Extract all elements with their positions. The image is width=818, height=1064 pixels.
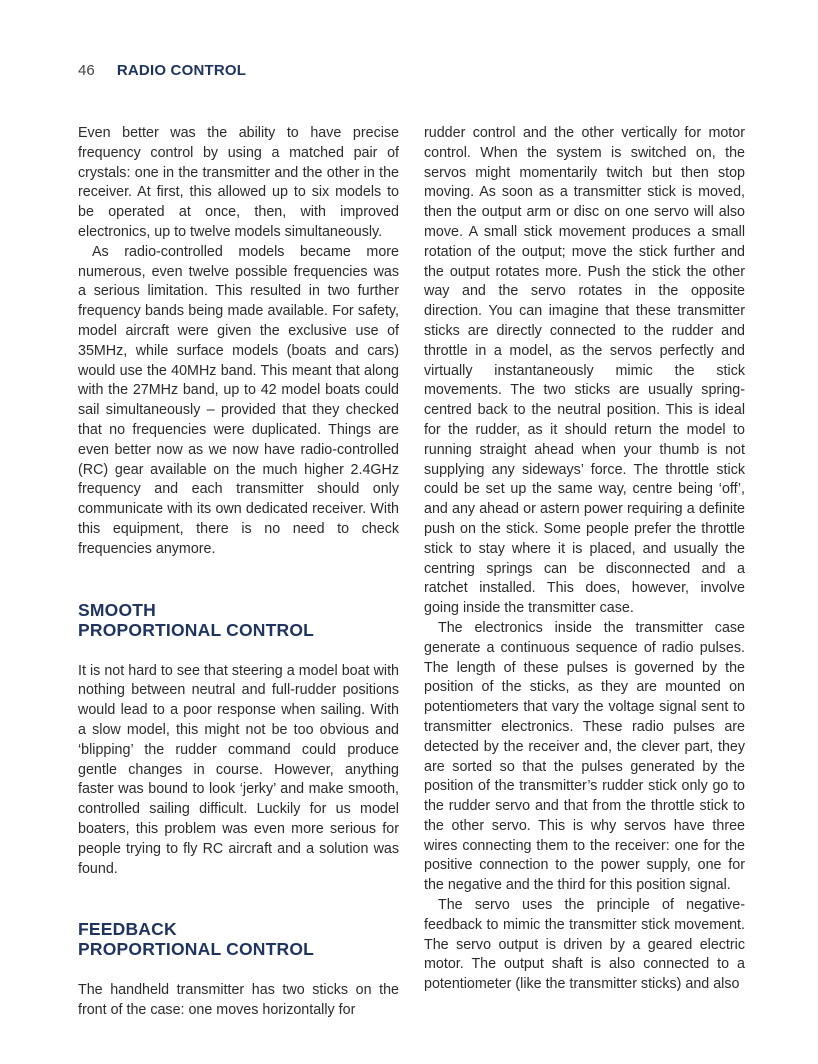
heading-line: PROPORTIONAL CONTROL — [78, 619, 315, 640]
right-column — [424, 124, 745, 995]
page-header — [78, 61, 246, 81]
spacer — [78, 879, 399, 919]
section-heading-feedback-proportional-control — [78, 919, 399, 959]
body-paragraph: It is not hard to see that steering a model boat with nothing between neutral and full-rudder positions would lead to a poor response when sailing. With a slow model, this might not be too obvious and ‘blipping’ the rudder command could produce gentle changes in course. However, anything faster was bound to look ‘jerky’ and make smooth, controlled sailing difficult. Luckily for us model boaters, this problem was even more serious for people trying to fly RC aircraft and a solution was found. — [78, 662, 399, 877]
spacer — [78, 640, 399, 662]
body-paragraph: The servo uses the principle of negative-feedback to mimic the transmitter stick movement. The servo output is driven by a geared electric motor. The output shaft is also connected to a potentiometer (like the transmitter sticks) and also — [424, 897, 745, 993]
spacer — [78, 959, 399, 981]
body-paragraph: The handheld transmitter has two sticks on the front of the case: one moves horizontally for — [78, 982, 399, 1019]
body-paragraph: rudder control and the other vertically for motor control. When the system is switched on, the servos might momentarily twitch but then stop moving. As soon as a transmitter stick is moved, then the output arm or disc on one servo will also move. A small stick movement produces a small rotation of the output; move the stick further and the output rotates more. Push the stick the other way and the servo rotates in the opposite direction. You can imagine that these transmitter sticks are directly connected to the rudder and throttle in a model, as the servos perfectly and virtually instantaneously mimic the stick movements. The two sticks are usually spring-centred back to the neutral position. This is ideal for the rudder, as it should return the model to running straight ahead when your thumb is not supplying any sideways’ force. The throttle stick could be set up the same way, centre being ‘off’, and any ahead or astern power requiring a definite push on the stick. Some people prefer the throttle stick to stay where it is placed, and usually the centring springs can be disconnected and a ratchet installed. This does, however, involve going inside the transmitter case. — [424, 125, 745, 617]
left-column — [78, 124, 399, 1021]
heading-line: PROPORTIONAL CONTROL — [78, 939, 315, 960]
heading-line: SMOOTH — [78, 599, 157, 620]
section-heading-smooth-proportional-control — [78, 600, 399, 640]
spacer — [78, 560, 399, 600]
running-head: RADIO CONTROL — [116, 62, 247, 79]
body-paragraph: As radio-controlled models became more numerous, even twelve possible frequencies was a serious limitation. This resulted in two further frequency bands being made available. For safety, model aircraft were given the exclusive use of 35MHz, while surface models (boats and cars) would use the 40MHz band. This meant that along with the 27MHz band, up to 42 model boats could sail simultaneously – provided that they checked that no frequencies were duplicated. Things are even better now as we now have radio-controlled (RC) gear available on the much higher 2.4GHz frequency and each transmitter should only communicate with its own dedicated receiver. With this equipment, there is no need to check frequencies anymore. — [78, 243, 399, 557]
heading-line: FEEDBACK — [78, 919, 177, 940]
body-paragraph: The electronics inside the transmitter case generate a continuous sequence of radio pulses. The length of these pulses is governed by the position of the sticks, as they are mounted on potentiometers that vary the voltage signal sent to transmitter electronics. These radio pulses are detected by the receiver and, the clever part, they are sorted so that the pulses generated by the position of the transmitter’s rudder stick only go to the rudder servo and that from the throttle stick to the other servo. This is why servos have three wires connecting them to the receiver: one for the positive connection to the power supply, one for the negative and the third for this position signal. — [424, 619, 745, 894]
page-number: 46 — [78, 62, 95, 79]
body-paragraph: Even better was the ability to have precise frequency control by using a matched pair of crystals: one in the transmitter and the other in the receiver. At first, this allowed up to six models to be operated at once, then, with improved electronics, up to twelve models simultaneously. — [78, 125, 399, 240]
